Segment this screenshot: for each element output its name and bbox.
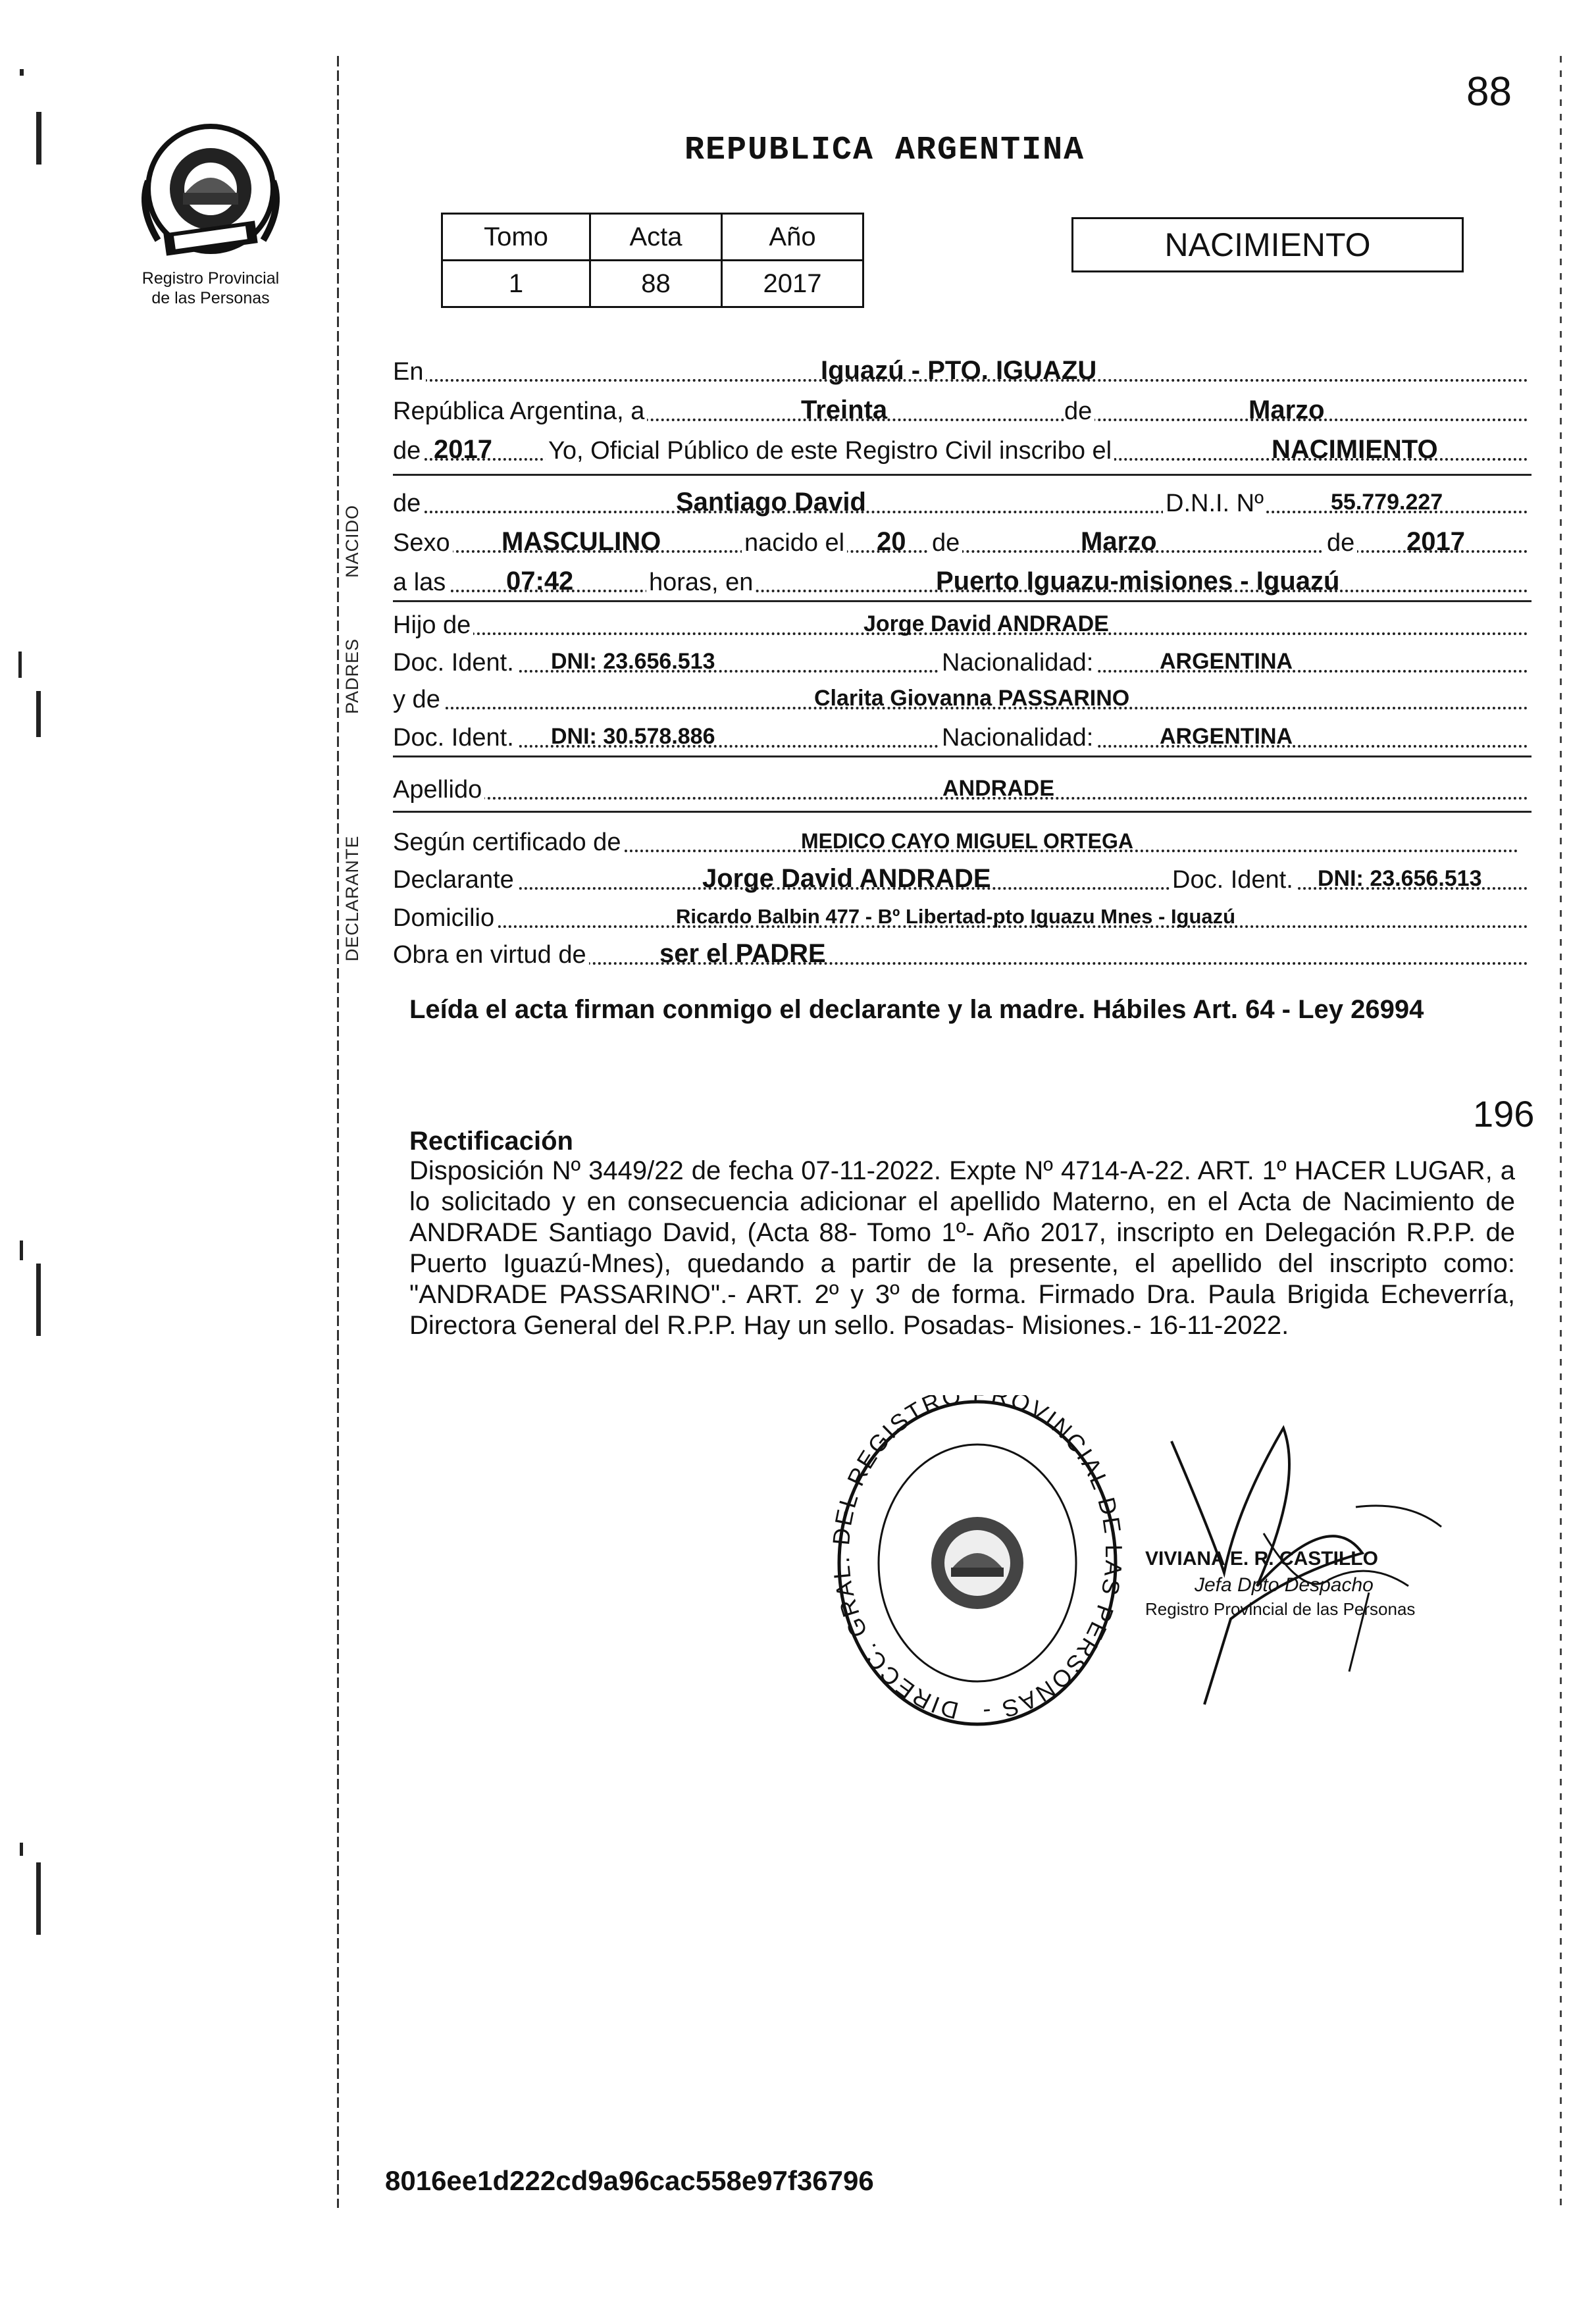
record-table (441, 213, 864, 308)
record-table-value-row (442, 261, 863, 307)
country-title: REPUBLICA ARGENTINA (684, 132, 1085, 169)
scan-mark (20, 1241, 23, 1260)
birth-year-label: de (1324, 526, 1357, 559)
row-domicilio (393, 902, 1528, 934)
father-nationality: ARGENTINA (1160, 649, 1293, 674)
declarante-section-label: DECLARANTE (342, 835, 362, 961)
record-type-box: NACIMIENTO (1071, 217, 1464, 272)
row-mother-doc (393, 721, 1528, 754)
declarante-label: Declarante (393, 863, 517, 896)
nombre-value: Santiago David (676, 488, 866, 517)
obra-value: ser el PADRE (659, 939, 826, 968)
tomo-value: 1 (442, 261, 590, 307)
day-words: Treinta (801, 396, 888, 424)
margin-number: 196 (1473, 1093, 1535, 1135)
sexo-value: MASCULINO (502, 527, 661, 556)
nacido-el-label: nacido el (742, 526, 847, 559)
scan-mark (36, 112, 41, 165)
nombre-label: de (393, 487, 423, 520)
declarante-doc: DNI: 23.656.513 (1318, 866, 1482, 891)
row-apellido (393, 773, 1528, 806)
birth-place: Puerto Iguazu-misiones - Iguazú (936, 567, 1340, 596)
section-divider (393, 755, 1532, 757)
doc-ident-label: Doc. Ident. (393, 646, 517, 679)
inscribo-text: Yo, Oficial Público de este Registro Civil inscribo el (546, 434, 1114, 467)
seal-text: DIRECC. GRAL. DEL REGISTRO ROVINCIAL DE LAS PERSONAS - (827, 1395, 1128, 1727)
nacionalidad-label: Nacionalidad: (939, 646, 1096, 679)
registry-caption-line2: de las Personas (151, 289, 270, 307)
father-name: Jorge David ANDRADE (863, 611, 1109, 636)
en-label: En (393, 355, 426, 388)
rectificacion-text: Disposición Nº 3449/22 de fecha 07-11-2022. Expte Nº 4714-A-22. ART. 1º HACER LUGAR, a lo solicitado y en consecuencia adicionar el apellido Materno, en el Acta de Nacimiento de ANDRADE Santiago David, (Acta 88- Tomo 1º- Año 2017, inscripto en Delegación R.P.P. de Puerto Iguazú-Mnes), quedando a partir de la presente, el apellido del inscripto como: "ANDRADE PASSARINO".- ART. 2º y 3º de forma. Firmado Dra. Paula Brigida Echeverría, Directora General del R.P.P. Hay un sello. Posadas- Misiones.- 16-11-2022. (409, 1156, 1515, 1340)
obra-label: Obra en virtud de (393, 938, 589, 971)
apellido-value: ANDRADE (942, 776, 1054, 801)
declarante-value: Jorge David ANDRADE (702, 864, 991, 893)
en-value: Iguazú - PTO. IGUAZU (821, 356, 1097, 385)
y-de-label: y de (393, 683, 443, 716)
mother-nationality: ARGENTINA (1160, 724, 1293, 749)
birth-day: 20 (877, 527, 906, 556)
de-label: de (1064, 395, 1094, 428)
acta-value: 88 (590, 261, 722, 307)
section-divider (393, 474, 1532, 476)
rectificacion-title: Rectificación (409, 1127, 573, 1156)
nacionalidad-label: Nacionalidad: (939, 721, 1096, 754)
inscribo-value: NACIMIENTO (1272, 435, 1438, 464)
birth-de-label: de (929, 526, 962, 559)
official-title: Jefa Dpto Despacho (1195, 1574, 1374, 1596)
republica-label: República Argentina, a (393, 395, 647, 428)
page-number: 88 (1466, 69, 1512, 115)
official-seal (826, 1395, 1129, 1731)
signed-note: Leída el acta firman conmigo el declarante y la madre. Hábiles Art. 64 - Ley 26994 (409, 995, 1424, 1024)
scan-mark (18, 652, 22, 678)
declarante-doc-label: Doc. Ident. (1170, 863, 1296, 896)
official-org: Registro Provincial de las Personas (1145, 1599, 1416, 1619)
right-margin-rule (1560, 56, 1562, 2208)
row-certificado (393, 826, 1528, 859)
row-inscribo (393, 434, 1528, 467)
hijo-label: Hijo de (393, 609, 473, 642)
domicilio-label: Domicilio (393, 902, 497, 934)
certificado-label: Según certificado de (393, 826, 623, 859)
record-table-header-row (442, 214, 863, 261)
row-father-doc (393, 646, 1528, 679)
anio-header: Año (722, 214, 863, 261)
row-obra (393, 938, 1528, 971)
dni-value: 55.779.227 (1331, 490, 1443, 515)
row-republica (393, 395, 1528, 428)
padres-section-label: PADRES (342, 638, 362, 715)
scan-mark (36, 1862, 41, 1935)
certificado-value: MEDICO CAYO MIGUEL ORTEGA (801, 829, 1133, 853)
row-hora (393, 566, 1528, 599)
anio-value: 2017 (722, 261, 863, 307)
document-hash: 8016ee1d222cd9a96cac558e97f36796 (385, 2165, 874, 2196)
row-sexo (393, 526, 1528, 559)
scan-mark (36, 691, 41, 737)
row-hijo (393, 609, 1528, 642)
row-nombre (393, 487, 1528, 520)
registry-caption (112, 269, 309, 308)
a-las-label: a las (393, 566, 448, 599)
scan-mark (20, 1843, 23, 1856)
section-divider (393, 600, 1532, 602)
row-en (393, 355, 1528, 388)
tomo-header: Tomo (442, 214, 590, 261)
registry-caption-line1: Registro Provincial (142, 269, 280, 288)
scan-mark (36, 1264, 41, 1336)
domicilio-value: Ricardo Balbin 477 - Bº Libertad-pto Iguazu Mnes - Iguazú (676, 905, 1236, 928)
apellido-label: Apellido (393, 773, 484, 806)
row-declarante (393, 863, 1528, 896)
nacido-section-label: NACIDO (342, 505, 362, 578)
official-name: VIVIANA E. R. CASTILLO (1145, 1548, 1378, 1570)
horas-label: horas, en (646, 566, 756, 599)
section-divider (393, 811, 1532, 813)
mother-name: Clarita Giovanna PASSARINO (814, 686, 1130, 711)
father-doc: DNI: 23.656.513 (551, 649, 715, 674)
sexo-label: Sexo (393, 526, 453, 559)
scan-mark (20, 69, 24, 76)
left-margin-rule (337, 56, 339, 2208)
year-prefix: de (393, 434, 423, 467)
year-value: 2017 (434, 435, 492, 464)
doc-ident-label: Doc. Ident. (393, 721, 517, 754)
birth-year: 2017 (1406, 527, 1465, 556)
birth-time: 07:42 (506, 567, 574, 596)
month-value: Marzo (1248, 396, 1325, 424)
birth-month: Marzo (1081, 527, 1157, 556)
acta-header: Acta (590, 214, 722, 261)
dni-label: D.N.I. Nº (1163, 487, 1266, 520)
official-signature (1132, 1402, 1474, 1731)
mother-doc: DNI: 30.578.886 (551, 724, 715, 749)
row-mother (393, 683, 1528, 716)
